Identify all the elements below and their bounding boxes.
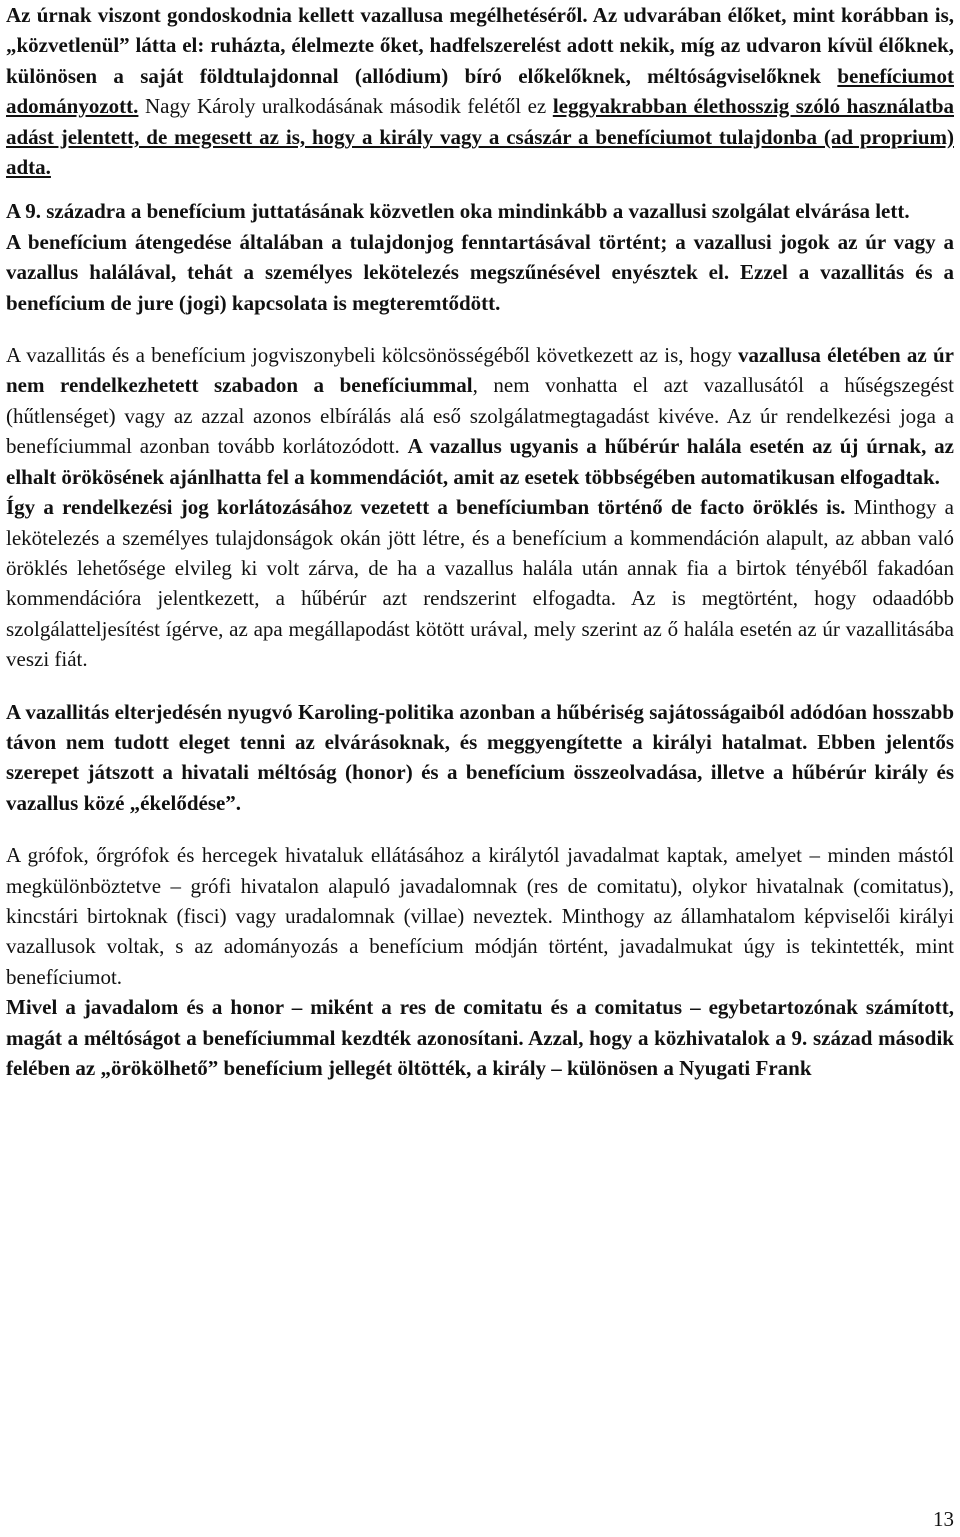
- paragraph-ninth-century: A 9. századra a benefícium juttatásának közvetlen oka mindinkább a vazallusi szolgálat elvárása lett.: [6, 199, 910, 224]
- text-commendation-offer: A vazallus ugyanis a hűbérúr halála esetén az új úrnak, az elhalt örökösének ajánlhatta fel a kommendációt, amit az esetek többségében automatikusan elfogadtak.: [6, 434, 954, 489]
- text-charlemagne-reign: Nagy Károly uralkodásának második felétől ez: [138, 94, 553, 119]
- text-benefice-granted: benefíciumot adományozott.: [6, 63, 954, 119]
- paragraph-counts-revenues: A grófok, őrgrófok és hercegek hivataluk ellátásához a királytól javadalmat kaptak, amelyet – minden mástól megkülönböztetve – grófi hivatalon alapuló javadalomnak (res de comitatu), olykor hivatalnak (comitatus), kincstári birtoknak (fisci) vagy uradalomnak (villae) neveztek. Minthogy az államhatalom képviselői királyi vazallusok voltak, s az adományozás a benefícium módján történt, javadalmukat úgy is tekintették, mint benefíciumot.: [6, 843, 954, 989]
- text-de-facto-inheritance: Így a rendelkezési jog korlátozásához vezetett a benefíciumban történő de facto öröklés is.: [6, 495, 846, 520]
- paragraph-carolingian-policy: A vazallitás elterjedésén nyugvó Karoling-politika azonban a hűbériség sajátosságaiból adódóan hosszabb távon nem tudott eleget tenni az elvárásoknak, és meggyengítette a királyi hatalmat. Ebben jelentős szerepet játszott a hivatali méltóság (honor) és a benefícium összeolvadása, illetve a hűbérúr király és vazallus közé „ékelődése”.: [6, 699, 954, 815]
- text-inheritance-details: Minthogy a lekötelezés a személyes tulajdonságok okán jött létre, és a benefícium a kommendáción alapult, az abban való öröklés lehetősége elvileg ki volt zárva, de ha a vazallus halála után annak fia a birtok tényéből fakadóan kommendációra jelentkezett, a hűbérúr azt rendszerint elfogadta. Az is megtörtént, hogy odaadóbb szolgálatteljesítést ígérve, az apa megállapodást kötött urával, mely szerint az ő halála esetén az úr vazallitásába veszi fiát.: [6, 495, 954, 672]
- text-vassal-support: Az úrnak viszont gondoskodnia kellett vazallusa megélhetéséről. Az udvarában élőket, mint korábban is, „közvetlenül” látta el: ruházta, élelmezte őket, hadfelszerelést adott nekik, míg az udvaron kívül élőknek, különösen a saját földtulajdonnal (allódium) bíró előkelőknek, méltóságviselőknek: [6, 3, 954, 88]
- paragraph-honor-benefice: Mivel a javadalom és a honor – miként a res de comitatu és a comitatus – egybetartozónak számított, magát a méltóságot a benefíciummal kezdték azonosítani. Azzal, hogy a közhivatalok a 9. század második felében az „örökölhető” benefícium jellegét öltötték, a király – különösen a Nyugati Frank: [6, 995, 954, 1080]
- text-lifetime-use: leggyakrabban élethosszig szóló használatba adást jelentett, de megesett az is, hogy a király vagy a császár a benefíciumot tulajdonba (ad proprium) adta.: [6, 94, 954, 180]
- text-lord-restriction: vazallusa életében az úr nem rendelkezhetett szabadon a benefíciummal: [6, 343, 954, 398]
- paragraph-de-facto-inheritance: [6, 492, 954, 674]
- document-page: [6, 0, 954, 1083]
- paragraph-ownership-retained: A benefícium átengedése általában a tulajdonjog fenntartásával történt; a vazallusi jogok az úr vagy a vazallus halálával, tehát a személyes lekötelezés megszűnésével enyésztek el. Ezzel a vazallitás és a benefícium de jure (jogi) kapcsolata is megteremtődött.: [6, 229, 954, 315]
- text-loyalty-breach: , nem vonhatta el azt vazallusától a hűségszegést (hűtlenséget) vagy az azzal azonos elbírálás alá eső szolgálatmegtagadást kivéve. Az úr rendelkezési joga a benefíciummal azonban tovább korlátozódott.: [6, 373, 954, 459]
- paragraph-mutual-relation: [6, 340, 954, 492]
- text-mutuality: A vazallitás és a benefícium jogviszonybeli kölcsönösségéből következett az is, hogy: [6, 343, 739, 368]
- paragraph-vassal-support: [6, 0, 954, 182]
- page-number: 13: [933, 1507, 954, 1531]
